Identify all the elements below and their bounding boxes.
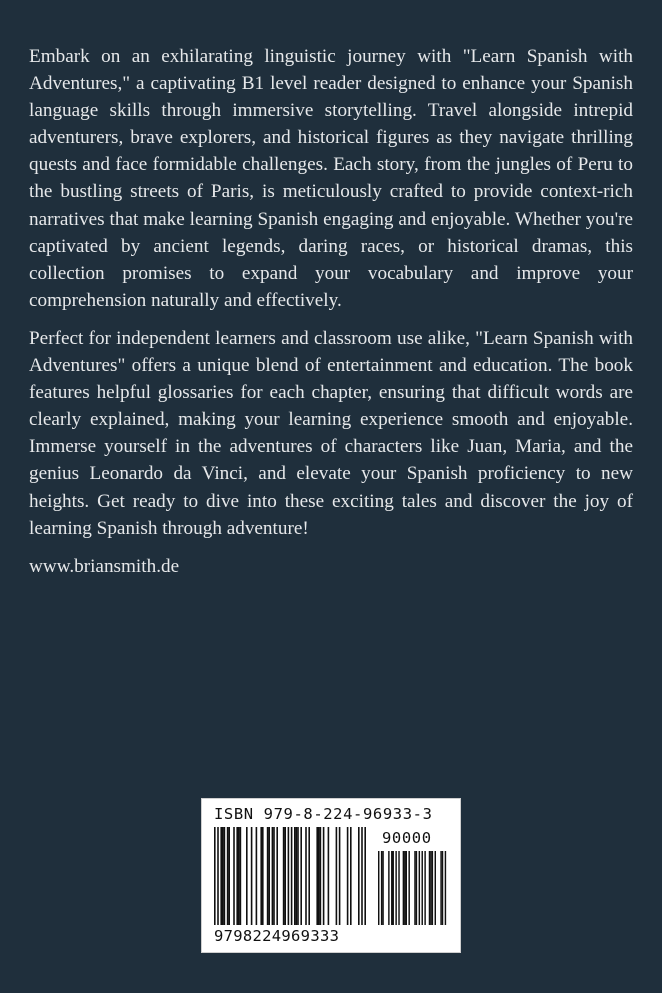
addon-bar [391,851,392,925]
barcode-bar [296,827,298,925]
barcode-bar [284,827,286,925]
addon-bar [416,851,417,925]
barcode-bar [336,827,338,925]
addon-bar [424,851,425,925]
barcode-bar [308,827,310,925]
barcode-bar [220,827,222,925]
addon-bar [398,851,399,925]
addon-bar [404,851,405,925]
barcode-bar [276,827,278,925]
barcode-bar [358,827,360,925]
barcode-bar [300,827,302,925]
barcode-bar [214,827,216,925]
addon-bar [395,851,396,925]
addon-bar [408,851,409,925]
barcode-bar [291,827,293,925]
barcode-bar [283,827,285,925]
barcode-bar [350,827,352,925]
barcode-bar [316,827,318,925]
addon-bar [403,851,404,925]
barcode-bar [339,827,341,925]
addon-bar [440,851,441,925]
barcode-bar [273,827,275,925]
addon-bar [419,851,420,925]
barcode-bar [361,827,363,925]
barcode-bar [260,827,262,925]
barcode-bar [227,827,229,925]
barcode-bar [288,827,290,925]
addon-bar [422,851,423,925]
barcode-bar [320,827,322,925]
barcode-bar [347,827,349,925]
blurb-paragraph-1: Embark on an exhilarating linguistic journey with "Learn Spanish with Adventures," a captivating B1 level reader designed to enhance your Spanish language skills through immersive storytelling. Travel alongside intrepid adventurers, brave explorers, and historical figures as they navigate thrilling quests and face formidable challenges. Each story, from the jungles of Peru to the bustling streets of Paris, is meticulously crafted to provide context-rich narratives that make learning Spanish engaging and enjoyable. Whether you're captivated by ancient legends, daring races, or historical dramas, this collection promises to expand your vocabulary and improve your comprehension naturally and effectively. [29,46,633,311]
back-cover-blurb [29,43,633,591]
barcode-bar [217,827,219,925]
addon-bar [445,851,446,925]
barcode-bar [364,827,366,925]
addon-bar [406,851,407,925]
addon-bar [429,851,430,925]
blurb-paragraph-2: Perfect for independent learners and classroom use alike, "Learn Spanish with Adventures" offers a unique blend of entertainment and education. The book features helpful glossaries for each chapter, ensuring that difficult words are clearly explained, making your learning experience smooth and enjoyable. Immerse yourself in the adventures of characters like Juan, Maria, and the genius Leonardo da Vinci, and elevate your Spanish proficiency to new heights. Get ready to dive into these exciting tales and discover the joy of learning Spanish through adventure! [29,327,633,539]
addon-bar [435,851,436,925]
barcode-bar [236,827,238,925]
addon-bar [388,851,389,925]
barcode-bar [268,827,270,925]
barcode-bar [305,827,307,925]
barcode-bar [240,827,242,925]
barcode-bar [238,827,240,925]
barcode-bar [251,827,253,925]
barcode-bar [328,827,330,925]
barcode-bar [228,827,230,925]
addon-bar [430,851,431,925]
addon-bar [381,851,382,925]
author-website: www.briansmith.de [29,555,180,577]
addon-bar [393,851,394,925]
barcode-bar [267,827,269,925]
isbn-barcode [201,798,461,953]
barcode-bar [323,827,325,925]
barcode-bar [224,827,226,925]
barcode-bar [318,827,320,925]
ean-digits: 9798224969333 [214,927,340,945]
isbn-label: ISBN 979-8-224-96933-3 [214,805,433,823]
barcode-bar [294,827,296,925]
addon-bar [378,851,379,925]
barcode-bar [222,827,224,925]
price-code: 90000 [382,829,432,847]
addon-bar [382,851,383,925]
addon-bar [432,851,433,925]
barcode-bar [233,827,235,925]
barcode-bar [272,827,274,925]
barcode-bar [297,827,299,925]
barcode-bar [256,827,258,925]
barcode-bar [262,827,264,925]
addon-bar [414,851,415,925]
barcode-bar [246,827,248,925]
addon-bar [442,851,443,925]
